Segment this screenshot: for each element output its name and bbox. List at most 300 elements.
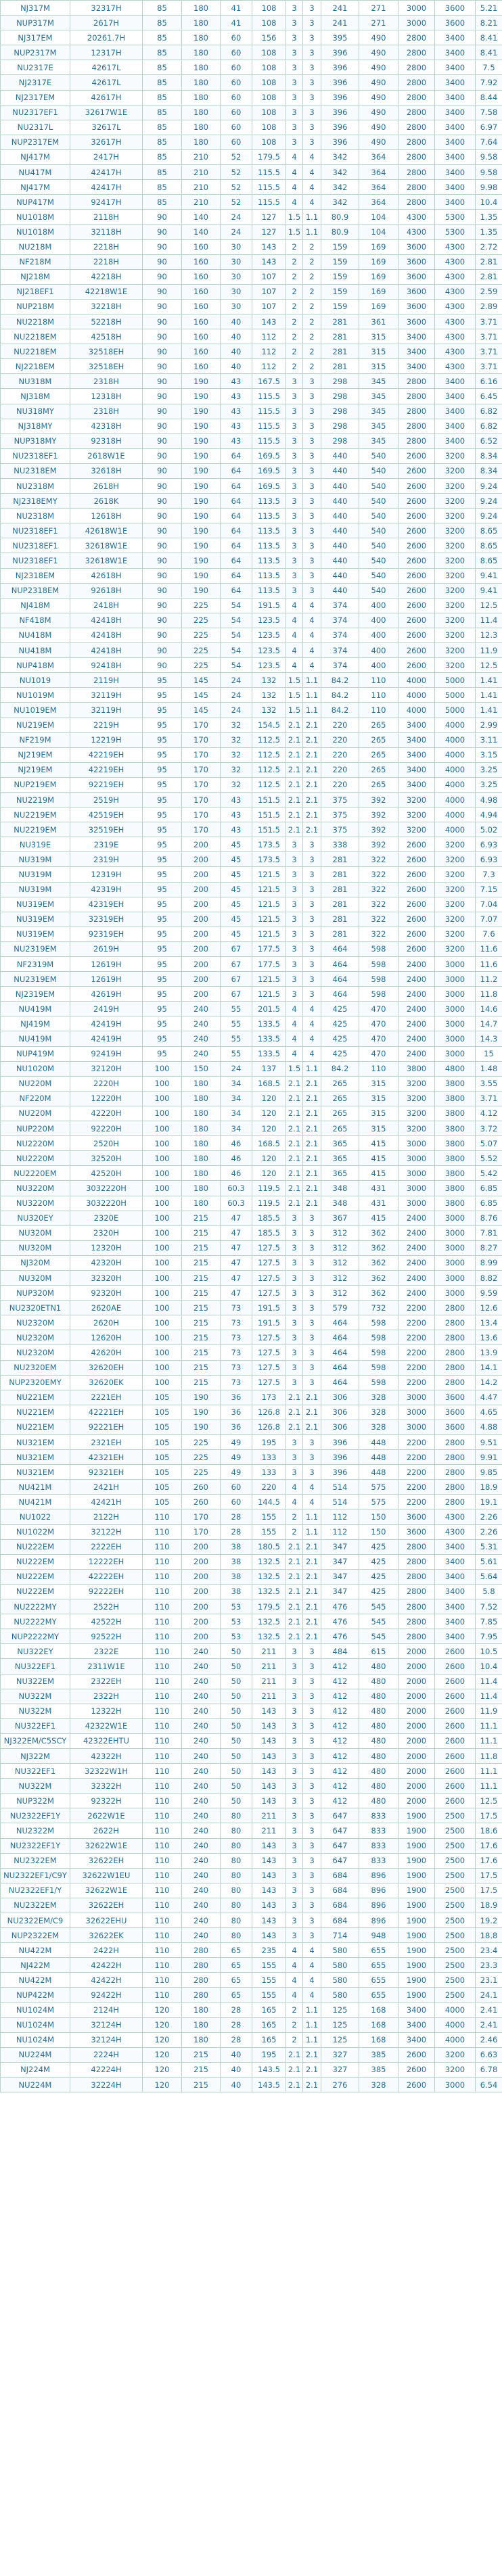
bore-d-cell: 120	[143, 2047, 182, 2062]
old-model-cell: 12320H	[70, 1240, 143, 1255]
raceway-dia-cell: 115.5	[252, 165, 286, 180]
outer-D-cell: 170	[182, 1509, 221, 1524]
chamfer-r1-cell: 2	[303, 359, 321, 374]
dynamic-load-cell: 684	[321, 1883, 359, 1898]
table-row	[1, 1240, 502, 1255]
bore-d-cell: 90	[143, 314, 182, 329]
width-B-cell: 64	[221, 568, 252, 583]
bore-d-cell: 100	[143, 1375, 182, 1390]
bore-d-cell: 95	[143, 897, 182, 912]
raceway-dia-cell: 133.5	[252, 1016, 286, 1031]
chamfer-r1-cell: 4	[303, 180, 321, 195]
grease-speed-cell: 2000	[398, 1659, 435, 1674]
model-cell: NU2318M	[1, 509, 70, 523]
old-model-cell: 32618H	[70, 463, 143, 478]
table-row	[1, 1076, 502, 1091]
dynamic-load-cell: 412	[321, 1794, 359, 1808]
table-row	[1, 1779, 502, 1794]
chamfer-r-cell: 1.5	[286, 703, 303, 718]
bore-d-cell: 110	[143, 1913, 182, 1928]
chamfer-r-cell: 4	[286, 1480, 303, 1495]
width-B-cell: 65	[221, 1958, 252, 1973]
width-B-cell: 43	[221, 404, 252, 419]
static-load-cell: 315	[359, 329, 398, 344]
old-model-cell: 42418H	[70, 643, 143, 658]
old-model-cell: 32124H	[70, 2017, 143, 2032]
table-row	[1, 1121, 502, 1136]
static-load-cell: 400	[359, 643, 398, 658]
static-load-cell: 400	[359, 613, 398, 628]
chamfer-r1-cell: 3	[303, 1225, 321, 1240]
static-load-cell: 480	[359, 1718, 398, 1733]
weight-cell: 6.82	[476, 419, 502, 434]
table-row	[1, 957, 502, 972]
static-load-cell: 598	[359, 1315, 398, 1330]
weight-cell: 7.85	[476, 1614, 502, 1629]
bore-d-cell: 110	[143, 1569, 182, 1584]
raceway-dia-cell: 132.5	[252, 1554, 286, 1569]
weight-cell: 6.93	[476, 852, 502, 867]
oil-speed-cell: 3200	[435, 568, 476, 583]
static-load-cell: 480	[359, 1704, 398, 1718]
raceway-dia-cell: 169.5	[252, 479, 286, 494]
chamfer-r-cell: 3	[286, 120, 303, 135]
old-model-cell: 42222EH	[70, 1569, 143, 1584]
grease-speed-cell: 2200	[398, 1375, 435, 1390]
bore-d-cell: 105	[143, 1450, 182, 1465]
oil-speed-cell: 3400	[435, 1554, 476, 1569]
width-B-cell: 73	[221, 1345, 252, 1360]
table-row	[1, 1794, 502, 1808]
raceway-dia-cell: 127	[252, 225, 286, 239]
width-B-cell: 53	[221, 1599, 252, 1614]
outer-D-cell: 190	[182, 434, 221, 448]
model-cell: NJ219EM	[1, 762, 70, 777]
model-cell: NJ418M	[1, 598, 70, 613]
table-row	[1, 1301, 502, 1315]
outer-D-cell: 190	[182, 1420, 221, 1434]
outer-D-cell: 180	[182, 1, 221, 16]
width-B-cell: 46	[221, 1136, 252, 1151]
outer-D-cell: 140	[182, 225, 221, 239]
bore-d-cell: 85	[143, 195, 182, 210]
chamfer-r1-cell: 2.1	[303, 822, 321, 837]
static-load-cell: 168	[359, 2003, 398, 2017]
outer-D-cell: 200	[182, 1539, 221, 1554]
raceway-dia-cell: 121.5	[252, 927, 286, 941]
weight-cell: 11.8	[476, 987, 502, 1002]
chamfer-r1-cell: 3	[303, 1704, 321, 1718]
bore-d-cell: 85	[143, 75, 182, 90]
weight-cell: 9.41	[476, 568, 502, 583]
grease-speed-cell: 3000	[398, 1196, 435, 1211]
static-load-cell: 598	[359, 987, 398, 1002]
width-B-cell: 30	[221, 254, 252, 269]
width-B-cell: 50	[221, 1794, 252, 1808]
grease-speed-cell: 2800	[398, 165, 435, 180]
chamfer-r-cell: 2.1	[286, 1166, 303, 1181]
old-model-cell: 2320H	[70, 1225, 143, 1240]
width-B-cell: 30	[221, 299, 252, 314]
grease-speed-cell: 2600	[398, 598, 435, 613]
grease-speed-cell: 1900	[398, 1958, 435, 1973]
dynamic-load-cell: 281	[321, 882, 359, 897]
table-row	[1, 135, 502, 149]
old-model-cell: 2418H	[70, 598, 143, 613]
weight-cell: 14.7	[476, 1016, 502, 1031]
raceway-dia-cell: 167.5	[252, 374, 286, 389]
model-cell: NU221EM	[1, 1405, 70, 1420]
chamfer-r1-cell: 3	[303, 1301, 321, 1315]
grease-speed-cell: 3600	[398, 299, 435, 314]
table-row	[1, 1868, 502, 1883]
chamfer-r1-cell: 3	[303, 1375, 321, 1390]
model-cell: NU1024M	[1, 2017, 70, 2032]
bore-d-cell: 120	[143, 2078, 182, 2092]
dynamic-load-cell: 281	[321, 359, 359, 374]
raceway-dia-cell: 121.5	[252, 987, 286, 1002]
bore-d-cell: 120	[143, 2017, 182, 2032]
chamfer-r1-cell: 4	[303, 598, 321, 613]
outer-D-cell: 180	[182, 105, 221, 120]
grease-speed-cell: 2800	[398, 389, 435, 404]
bore-d-cell: 110	[143, 1554, 182, 1569]
table-row	[1, 1435, 502, 1450]
weight-cell: 8.76	[476, 1211, 502, 1225]
raceway-dia-cell: 115.5	[252, 419, 286, 434]
grease-speed-cell: 2200	[398, 1315, 435, 1330]
raceway-dia-cell: 155	[252, 1524, 286, 1539]
width-B-cell: 54	[221, 643, 252, 658]
oil-speed-cell: 4300	[435, 1524, 476, 1539]
chamfer-r-cell: 2	[286, 2003, 303, 2017]
grease-speed-cell: 3200	[398, 1121, 435, 1136]
outer-D-cell: 200	[182, 941, 221, 956]
oil-speed-cell: 3200	[435, 927, 476, 941]
dynamic-load-cell: 342	[321, 180, 359, 195]
old-model-cell: 2124H	[70, 2003, 143, 2017]
static-load-cell: 480	[359, 1674, 398, 1689]
outer-D-cell: 200	[182, 1629, 221, 1644]
grease-speed-cell: 3400	[398, 777, 435, 792]
chamfer-r-cell: 1.5	[286, 1061, 303, 1076]
table-row	[1, 1345, 502, 1360]
weight-cell: 7.07	[476, 912, 502, 927]
model-cell: NU1018M	[1, 210, 70, 225]
bore-d-cell: 95	[143, 882, 182, 897]
table-row	[1, 16, 502, 30]
grease-speed-cell: 3000	[398, 1136, 435, 1151]
chamfer-r-cell: 3	[286, 1, 303, 16]
bore-d-cell: 90	[143, 494, 182, 509]
weight-cell: 3.11	[476, 732, 502, 747]
model-cell: NU2219EM	[1, 807, 70, 822]
model-cell: NJ218EF1	[1, 284, 70, 299]
width-B-cell: 32	[221, 732, 252, 747]
outer-D-cell: 215	[182, 1375, 221, 1390]
old-model-cell: 32320H	[70, 1270, 143, 1285]
bore-d-cell: 85	[143, 149, 182, 164]
outer-D-cell: 200	[182, 882, 221, 897]
bore-d-cell: 110	[143, 1794, 182, 1808]
raceway-dia-cell: 143	[252, 1913, 286, 1928]
raceway-dia-cell: 173	[252, 1390, 286, 1405]
weight-cell: 1.41	[476, 673, 502, 688]
table-row	[1, 1644, 502, 1659]
raceway-dia-cell: 127.5	[252, 1330, 286, 1345]
table-row	[1, 1375, 502, 1390]
chamfer-r1-cell: 3	[303, 987, 321, 1002]
old-model-cell: 92320H	[70, 1286, 143, 1301]
raceway-dia-cell: 108	[252, 1, 286, 16]
dynamic-load-cell: 348	[321, 1196, 359, 1211]
old-model-cell: 32622W1E	[70, 1883, 143, 1898]
width-B-cell: 50	[221, 1674, 252, 1689]
weight-cell: 7.3	[476, 867, 502, 882]
static-load-cell: 315	[359, 344, 398, 359]
dynamic-load-cell: 125	[321, 2003, 359, 2017]
grease-speed-cell: 1900	[398, 1943, 435, 1958]
width-B-cell: 49	[221, 1465, 252, 1480]
table-row	[1, 314, 502, 329]
old-model-cell: 42417H	[70, 165, 143, 180]
weight-cell: 11.2	[476, 972, 502, 987]
chamfer-r1-cell: 2.1	[303, 1554, 321, 1569]
static-load-cell: 490	[359, 60, 398, 75]
model-cell: NU419M	[1, 1002, 70, 1016]
oil-speed-cell: 2800	[435, 1465, 476, 1480]
bore-d-cell: 95	[143, 927, 182, 941]
old-model-cell: 52218H	[70, 314, 143, 329]
width-B-cell: 32	[221, 777, 252, 792]
chamfer-r1-cell: 1.1	[303, 688, 321, 703]
bore-d-cell: 90	[143, 463, 182, 478]
weight-cell: 10.4	[476, 195, 502, 210]
dynamic-load-cell: 112	[321, 1509, 359, 1524]
raceway-dia-cell: 115.5	[252, 389, 286, 404]
outer-D-cell: 180	[182, 1091, 221, 1106]
raceway-dia-cell: 107	[252, 299, 286, 314]
outer-D-cell: 180	[182, 1181, 221, 1196]
width-B-cell: 60	[221, 75, 252, 90]
old-model-cell: 2519H	[70, 792, 143, 807]
oil-speed-cell: 5300	[435, 210, 476, 225]
model-cell: NJ419M	[1, 1016, 70, 1031]
static-load-cell: 598	[359, 1360, 398, 1375]
chamfer-r1-cell: 2.1	[303, 1181, 321, 1196]
bore-d-cell: 85	[143, 165, 182, 180]
weight-cell: 5.8	[476, 1584, 502, 1599]
outer-D-cell: 190	[182, 509, 221, 523]
model-cell: NU319EM	[1, 927, 70, 941]
raceway-dia-cell: 119.5	[252, 1196, 286, 1211]
chamfer-r1-cell: 3	[303, 1883, 321, 1898]
chamfer-r1-cell: 1.1	[303, 2032, 321, 2047]
grease-speed-cell: 2600	[398, 538, 435, 553]
chamfer-r-cell: 2	[286, 344, 303, 359]
oil-speed-cell: 4000	[435, 762, 476, 777]
static-load-cell: 470	[359, 1016, 398, 1031]
chamfer-r1-cell: 2	[303, 299, 321, 314]
static-load-cell: 575	[359, 1480, 398, 1495]
raceway-dia-cell: 143	[252, 1764, 286, 1779]
old-model-cell: 92422H	[70, 1988, 143, 2003]
old-model-cell: 92318H	[70, 434, 143, 448]
weight-cell: 9.98	[476, 180, 502, 195]
grease-speed-cell: 2600	[398, 2062, 435, 2077]
chamfer-r1-cell: 3	[303, 553, 321, 568]
bore-d-cell: 85	[143, 135, 182, 149]
width-B-cell: 50	[221, 1718, 252, 1733]
bore-d-cell: 95	[143, 852, 182, 867]
chamfer-r-cell: 3	[286, 1435, 303, 1450]
chamfer-r-cell: 4	[286, 658, 303, 673]
width-B-cell: 50	[221, 1689, 252, 1704]
model-cell: NU1018M	[1, 225, 70, 239]
raceway-dia-cell: 123.5	[252, 613, 286, 628]
static-load-cell: 362	[359, 1240, 398, 1255]
weight-cell: 8.65	[476, 523, 502, 538]
width-B-cell: 55	[221, 1016, 252, 1031]
oil-speed-cell: 3200	[435, 583, 476, 598]
old-model-cell: 12322H	[70, 1704, 143, 1718]
grease-speed-cell: 4000	[398, 688, 435, 703]
outer-D-cell: 180	[182, 1136, 221, 1151]
oil-speed-cell: 3600	[435, 1390, 476, 1405]
oil-speed-cell: 2800	[435, 1480, 476, 1495]
chamfer-r1-cell: 3	[303, 448, 321, 463]
raceway-dia-cell: 112.5	[252, 777, 286, 792]
bore-d-cell: 105	[143, 1480, 182, 1495]
static-load-cell: 315	[359, 1106, 398, 1121]
chamfer-r1-cell: 4	[303, 658, 321, 673]
outer-D-cell: 190	[182, 494, 221, 509]
chamfer-r-cell: 2	[286, 269, 303, 284]
grease-speed-cell: 3200	[398, 822, 435, 837]
chamfer-r-cell: 2	[286, 2032, 303, 2047]
chamfer-r1-cell: 3	[303, 972, 321, 987]
chamfer-r-cell: 2.1	[286, 807, 303, 822]
grease-speed-cell: 3000	[398, 16, 435, 30]
chamfer-r-cell: 1.5	[286, 688, 303, 703]
static-load-cell: 265	[359, 732, 398, 747]
bore-d-cell: 110	[143, 1659, 182, 1674]
table-row	[1, 2047, 502, 2062]
weight-cell: 9.24	[476, 494, 502, 509]
bore-d-cell: 95	[143, 957, 182, 972]
raceway-dia-cell: 180.5	[252, 1539, 286, 1554]
bore-d-cell: 100	[143, 1196, 182, 1211]
chamfer-r1-cell: 3	[303, 374, 321, 389]
outer-D-cell: 215	[182, 1345, 221, 1360]
bore-d-cell: 85	[143, 1, 182, 16]
old-model-cell: 42318H	[70, 419, 143, 434]
chamfer-r1-cell: 2.1	[303, 2078, 321, 2092]
raceway-dia-cell: 154.5	[252, 718, 286, 732]
raceway-dia-cell: 165	[252, 2003, 286, 2017]
old-model-cell: 2620AE	[70, 1301, 143, 1315]
raceway-dia-cell: 108	[252, 90, 286, 105]
weight-cell: 5.21	[476, 1, 502, 16]
weight-cell: 11.1	[476, 1764, 502, 1779]
grease-speed-cell: 2400	[398, 1046, 435, 1061]
dynamic-load-cell: 396	[321, 135, 359, 149]
model-cell: NF218M	[1, 254, 70, 269]
outer-D-cell: 200	[182, 1569, 221, 1584]
weight-cell: 5.61	[476, 1554, 502, 1569]
grease-speed-cell: 2400	[398, 1255, 435, 1270]
width-B-cell: 45	[221, 927, 252, 941]
oil-speed-cell: 3000	[435, 1270, 476, 1285]
table-row	[1, 807, 502, 822]
model-cell: NU2322M	[1, 1823, 70, 1838]
weight-cell: 3.15	[476, 747, 502, 762]
bore-d-cell: 90	[143, 568, 182, 583]
bore-d-cell: 100	[143, 1121, 182, 1136]
raceway-dia-cell: 211	[252, 1674, 286, 1689]
table-row	[1, 1599, 502, 1614]
outer-D-cell: 240	[182, 1913, 221, 1928]
weight-cell: 7.5	[476, 60, 502, 75]
weight-cell: 6.52	[476, 434, 502, 448]
chamfer-r1-cell: 2.1	[303, 1076, 321, 1091]
chamfer-r-cell: 3	[286, 1240, 303, 1255]
width-B-cell: 67	[221, 941, 252, 956]
oil-speed-cell: 3400	[435, 419, 476, 434]
bore-d-cell: 100	[143, 1330, 182, 1345]
width-B-cell: 45	[221, 897, 252, 912]
model-cell: NUP2322EM	[1, 1928, 70, 1943]
old-model-cell: 2618W1E	[70, 448, 143, 463]
raceway-dia-cell: 143	[252, 1883, 286, 1898]
old-model-cell: 92419H	[70, 1046, 143, 1061]
static-load-cell: 271	[359, 1, 398, 16]
width-B-cell: 43	[221, 419, 252, 434]
grease-speed-cell: 2200	[398, 1480, 435, 1495]
dynamic-load-cell: 312	[321, 1240, 359, 1255]
bore-d-cell: 110	[143, 1584, 182, 1599]
grease-speed-cell: 3600	[398, 284, 435, 299]
width-B-cell: 60	[221, 1480, 252, 1495]
bore-d-cell: 110	[143, 1958, 182, 1973]
chamfer-r-cell: 2	[286, 239, 303, 254]
weight-cell: 13.9	[476, 1345, 502, 1360]
dynamic-load-cell: 347	[321, 1554, 359, 1569]
grease-speed-cell: 3000	[398, 1166, 435, 1181]
weight-cell: 9.91	[476, 1450, 502, 1465]
chamfer-r-cell: 2.1	[286, 1136, 303, 1151]
table-row	[1, 643, 502, 658]
dynamic-load-cell: 375	[321, 792, 359, 807]
old-model-cell: 2321EH	[70, 1435, 143, 1450]
old-model-cell: 42220H	[70, 1106, 143, 1121]
weight-cell: 12.5	[476, 658, 502, 673]
grease-speed-cell: 3600	[398, 269, 435, 284]
table-row	[1, 1166, 502, 1181]
model-cell: NJ2318EMY	[1, 494, 70, 509]
dynamic-load-cell: 647	[321, 1838, 359, 1853]
width-B-cell: 36	[221, 1390, 252, 1405]
chamfer-r1-cell: 2	[303, 254, 321, 269]
grease-speed-cell: 2200	[398, 1345, 435, 1360]
table-row	[1, 448, 502, 463]
oil-speed-cell: 3400	[435, 1569, 476, 1584]
old-model-cell: 32317H	[70, 1, 143, 16]
raceway-dia-cell: 115.5	[252, 180, 286, 195]
bore-d-cell: 100	[143, 1061, 182, 1076]
model-cell: NU319M	[1, 852, 70, 867]
raceway-dia-cell: 127.5	[252, 1375, 286, 1390]
